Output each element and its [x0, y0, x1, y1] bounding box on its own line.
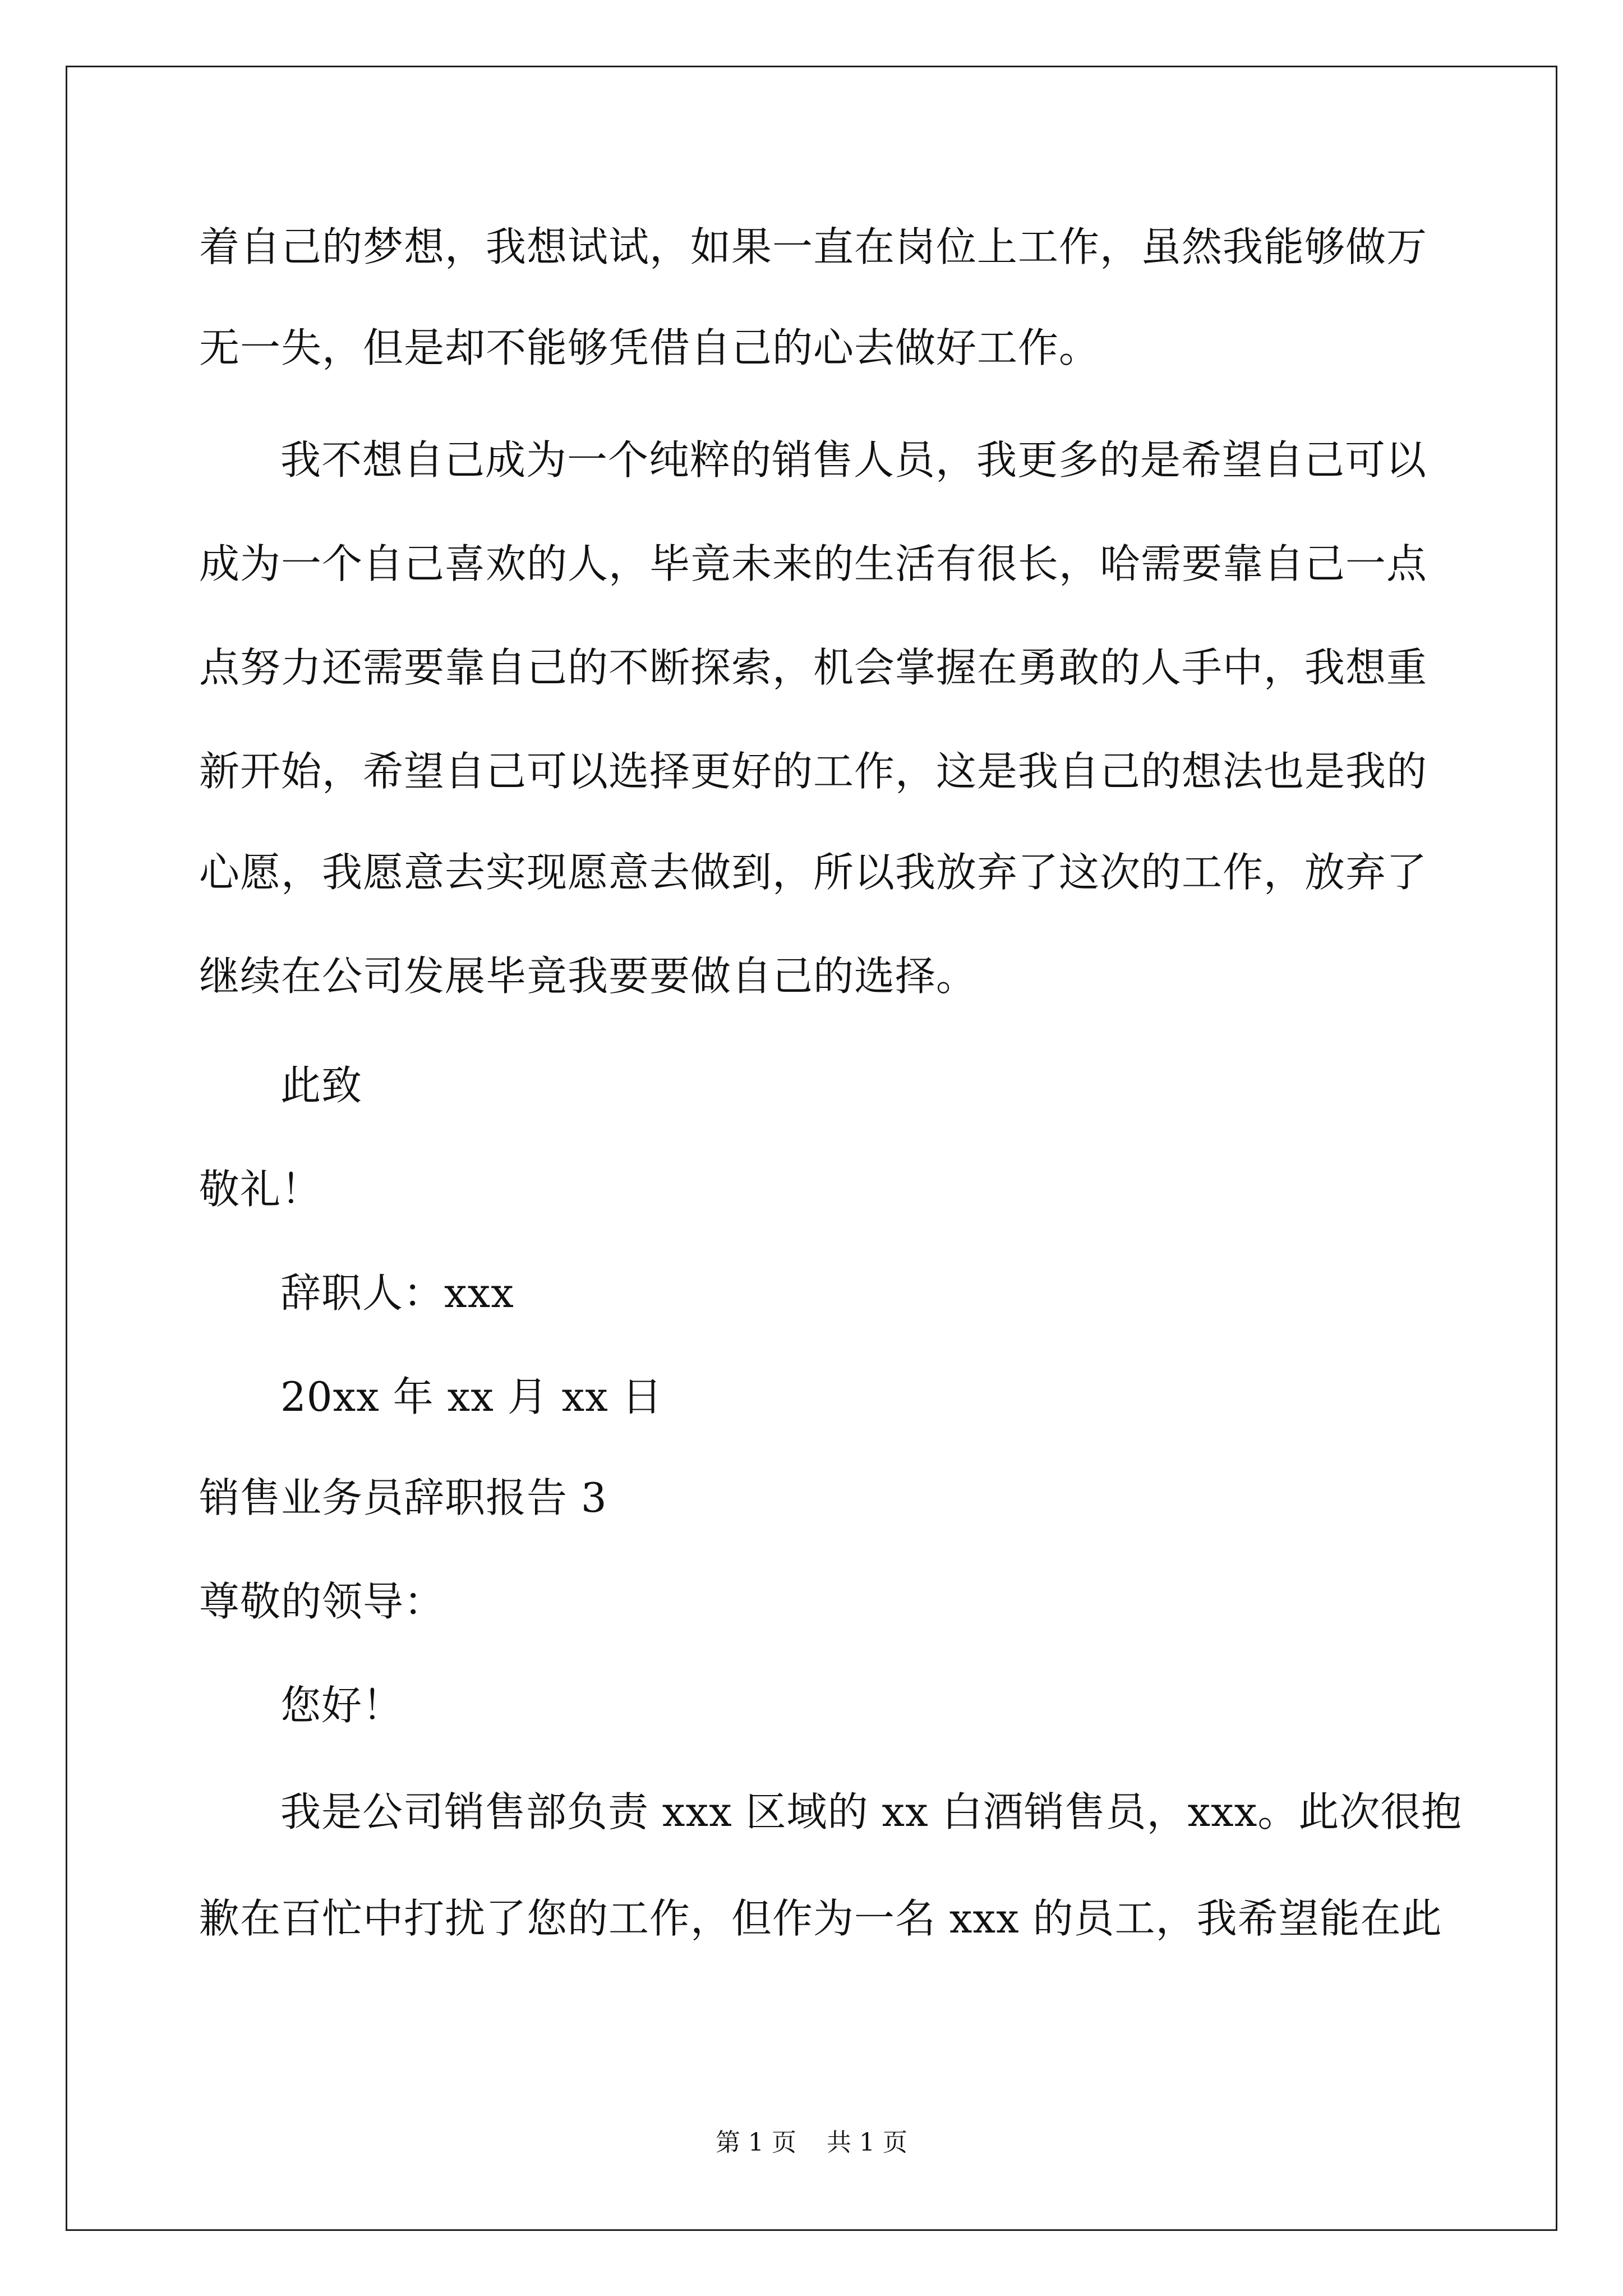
paragraph-start: 我不想自己成为一个纯粹的销售人员，我更多的是希望自己可以 [280, 436, 1427, 484]
closing-regards: 敬礼！ [199, 1166, 322, 1213]
body-text-line: 点努力还需要靠自己的不断探索，机会掌握在勇敢的人手中，我想重 [199, 644, 1428, 691]
page-total: 共 1 页 [827, 2128, 907, 2157]
body-text-line: 继续在公司发展毕竟我要要做自己的选择。 [199, 953, 978, 1000]
greeting-recipient: 尊敬的领导： [199, 1578, 445, 1625]
page-footer [0, 2126, 1623, 2160]
section-title: 销售业务员辞职报告 3 [199, 1474, 607, 1521]
body-text-line: 无一失，但是却不能够凭借自己的心去做好工作。 [199, 324, 1100, 371]
body-text-line: 着自己的梦想，我想试试，如果一直在岗位上工作，虽然我能够做万 [199, 223, 1428, 270]
page-number: 第 1 页 [716, 2128, 796, 2157]
body-text-line: 歉在百忙中打扰了您的工作，但作为一名 xxx 的员工，我希望能在此 [199, 1895, 1442, 1942]
body-text-line: 心愿，我愿意去实现愿意去做到，所以我放弃了这次的工作，放弃了 [199, 849, 1428, 896]
body-text-line: 新开始，希望自己可以选择更好的工作，这是我自己的想法也是我的 [199, 748, 1428, 795]
body-text-line: 成为一个自己喜欢的人，毕竟未来的生活有很长，哈需要靠自己一点 [199, 540, 1428, 587]
signature-date: 20xx 年 xx 月 xx 日 [280, 1373, 663, 1420]
closing-salutation: 此致 [280, 1062, 363, 1109]
paragraph-start: 我是公司销售部负责 xxx 区域的 xx 白酒销售员，xxx。此次很抱 [280, 1788, 1463, 1835]
signature-name: 辞职人：xxx [280, 1269, 514, 1317]
greeting-hello: 您好！ [280, 1682, 404, 1729]
